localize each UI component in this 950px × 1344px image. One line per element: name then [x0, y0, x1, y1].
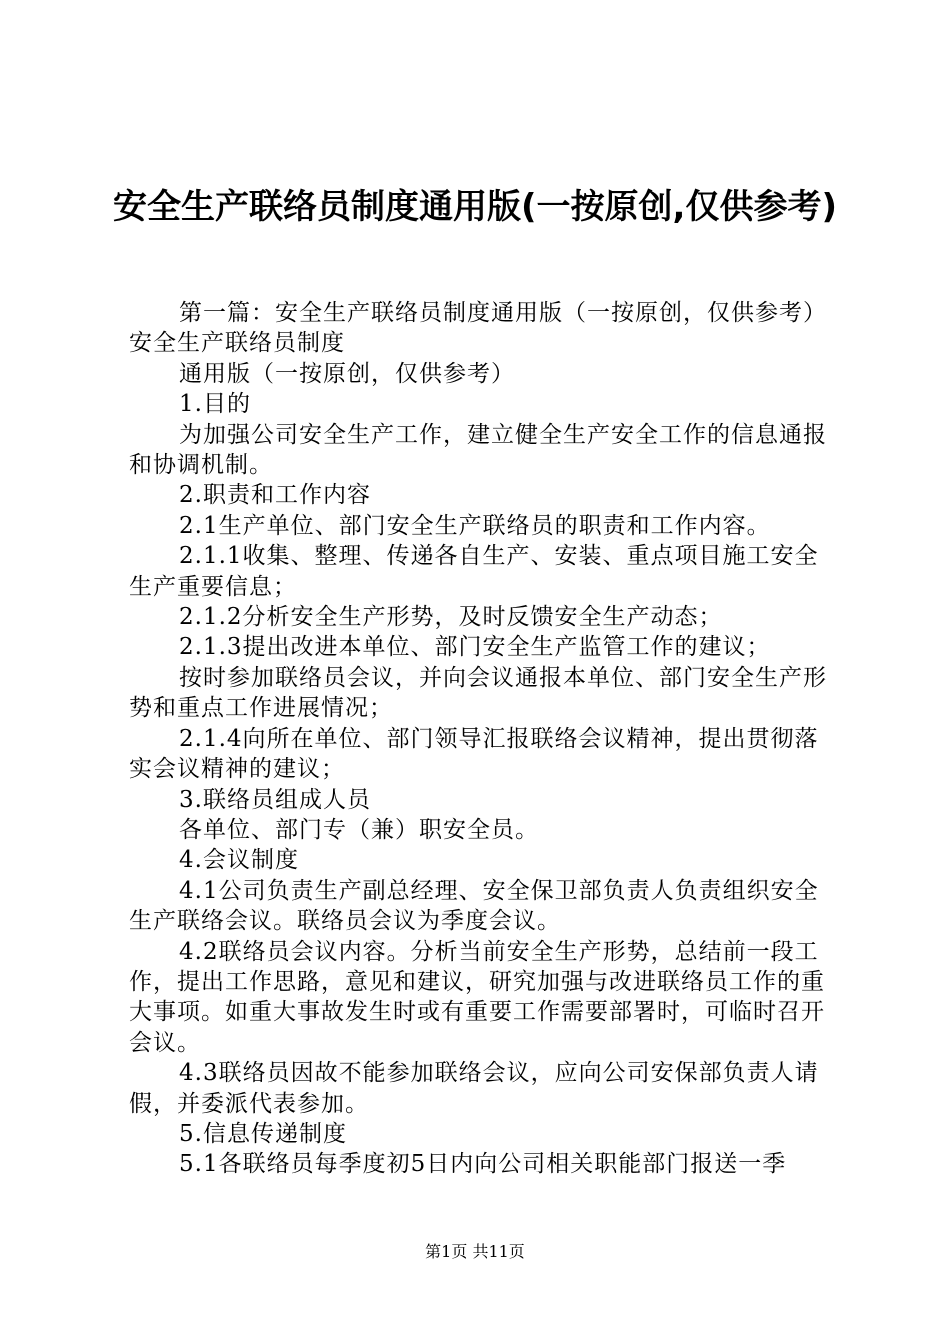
section-heading: 2.职责和工作内容 [179, 482, 371, 509]
document-body [129, 298, 831, 1180]
paragraph: 4.2联络员会议内容。分析当前安全生产形势，总结前一段工作，提出工作思路，意见和建议，研究加强与改进联络员工作的重大事项。如重大事故发生时或有重要工作需要部署时，可临时召开会议。 [129, 938, 825, 1056]
paragraph: 通用版（一按原创，仅供参考） [179, 360, 515, 387]
paragraph: 各单位、部门专（兼）职安全员。 [179, 816, 539, 843]
paragraph: 按时参加联络员会议，并向会议通报本单位、部门安全生产形势和重点工作进展情况； [129, 664, 827, 722]
paragraph: 2.1.1收集、整理、传递各自生产、安装、重点项目施工安全生产重要信息； [129, 543, 819, 600]
page-footer: 第1页 共11页 [425, 1242, 525, 1261]
paragraph: 2.1.2分析安全生产形势，及时反馈安全生产动态； [179, 604, 723, 631]
paragraph: 2.1.4向所在单位、部门领导汇报联络会议精神，提出贯彻落实会议精神的建议； [129, 725, 819, 783]
document-title: 安全生产联络员制度通用版(一按原创,仅供参考) [113, 187, 837, 227]
section-heading: 3.联络员组成人员 [179, 786, 371, 813]
paragraph: 为加强公司安全生产工作，建立健全生产安全工作的信息通报和协调机制。 [129, 421, 827, 479]
paragraph: 4.3联络员因故不能参加联络会议，应向公司安保部负责人请假，并委派代表参加。 [129, 1060, 819, 1117]
section-heading: 5.信息传递制度 [179, 1120, 347, 1147]
section-heading: 1.目的 [179, 391, 251, 418]
section-heading: 4.会议制度 [179, 847, 299, 874]
paragraph: 2.1生产单位、部门安全生产联络员的职责和工作内容。 [179, 512, 771, 539]
paragraph: 4.1公司负责生产副总经理、安全保卫部负责人负责组织安全生产联络会议。联络员会议为季度会议。 [129, 877, 819, 935]
paragraph: 2.1.3提出改进本单位、部门安全生产监管工作的建议； [179, 634, 771, 661]
paragraph: 5.1各联络员每季度初5日内向公司相关职能部门报送一季 [179, 1151, 787, 1178]
paragraph: 第一篇：安全生产联络员制度通用版（一按原创，仅供参考）安全生产联络员制度 [129, 300, 827, 357]
